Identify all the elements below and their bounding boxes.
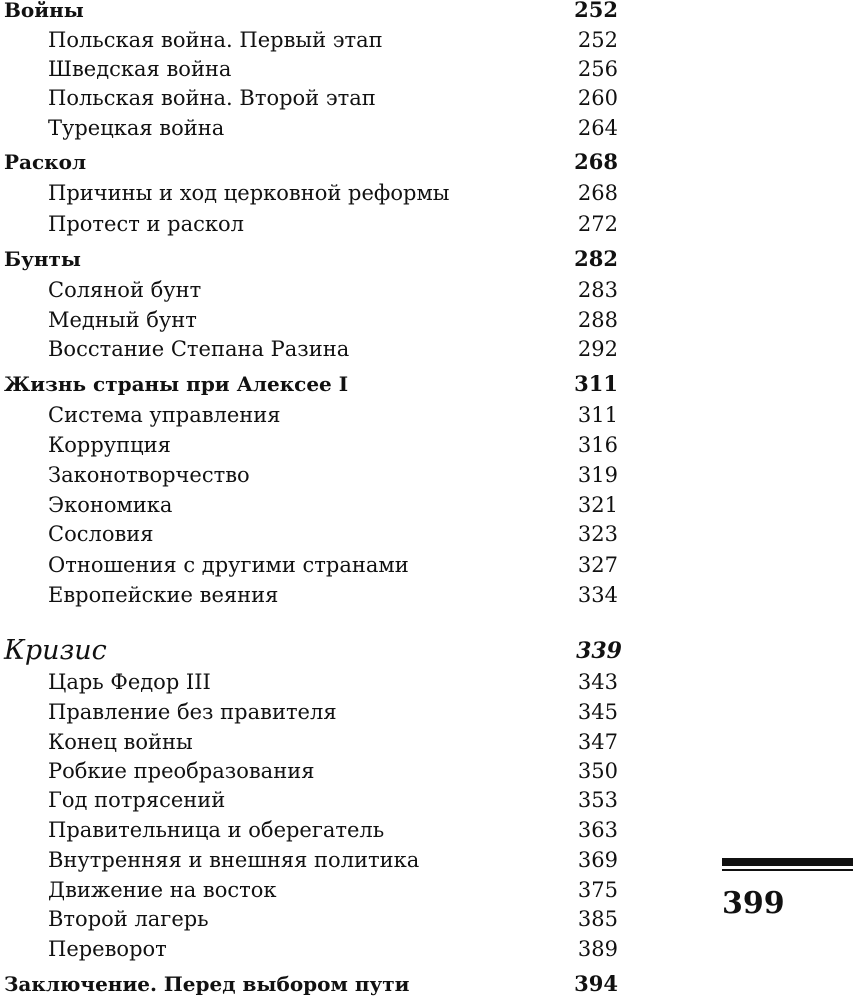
toc-entry-sub [0, 846, 625, 874]
toc-entry-page: 363 [577, 818, 618, 842]
toc-entry-page: 323 [577, 522, 618, 546]
toc-entry-sub [0, 581, 625, 609]
toc-entry-page: 350 [577, 759, 618, 783]
toc-entry-title: Внутренняя и внешняя политика [48, 848, 420, 872]
toc-entry-sub [0, 179, 625, 207]
toc-entry-page: 327 [577, 553, 618, 577]
toc-entry-title: Польская война. Второй этап [48, 86, 376, 110]
toc-entry-page: 347 [577, 730, 618, 754]
toc-entry-title: Конец войны [48, 730, 193, 754]
toc-entry-sub [0, 461, 625, 489]
toc-entry-title: Правление без правителя [48, 700, 337, 724]
toc-entry-sub [0, 698, 625, 726]
toc-entry-section [0, 370, 625, 398]
toc-entry-page: 264 [577, 116, 618, 140]
toc-entry-sub [0, 55, 625, 83]
toc-entry-page: 282 [574, 246, 618, 271]
toc-entry-title: Правительница и оберегатель [48, 818, 385, 842]
toc-entry-section [0, 0, 625, 24]
toc-entry-page: 256 [577, 57, 618, 81]
toc-entry-sub [0, 84, 625, 112]
toc-entry-title: Система управления [48, 403, 281, 427]
toc-entry-page: 394 [574, 971, 618, 996]
toc-entry-page: 268 [574, 149, 618, 174]
folio-rule [722, 858, 853, 872]
toc-entry-sub [0, 668, 625, 696]
toc-entry-sub [0, 876, 625, 904]
toc-entry-page: 345 [577, 700, 618, 724]
toc-entry-sub [0, 276, 625, 304]
toc-entry-page: 343 [577, 670, 618, 694]
toc-entry-title: Шведская война [48, 57, 232, 81]
toc-entry-title: Причины и ход церковной реформы [48, 181, 450, 205]
toc-entry-sub [0, 26, 625, 54]
toc-entry-title: Царь Федор III [48, 670, 211, 694]
toc-entry-title: Войны [4, 0, 84, 22]
toc-entry-title: Отношения с другими странами [48, 553, 409, 577]
page-number: 399 [722, 886, 785, 921]
toc-entry-title: Раскол [4, 150, 87, 174]
folio-rule-thin [722, 869, 853, 871]
toc-entry-sub [0, 520, 625, 548]
toc-entry-page: 252 [577, 28, 618, 52]
toc-entry-title: Восстание Степана Разина [48, 337, 350, 361]
toc-entry-page: 389 [577, 937, 618, 961]
toc-entry-sub [0, 757, 625, 785]
toc-entry-sub [0, 306, 625, 334]
toc-entry-part [0, 634, 625, 668]
toc-entry-title: Заключение. Перед выбором пути [4, 972, 410, 996]
toc-entry-page: 288 [577, 308, 618, 332]
toc-entry-title: Кризис [4, 635, 107, 666]
toc-entry-sub [0, 114, 625, 142]
toc-entry-title: Переворот [48, 937, 167, 961]
toc-entry-title: Движение на восток [48, 878, 277, 902]
toc-entry-title: Турецкая война [48, 116, 225, 140]
toc-entry-section [0, 148, 625, 176]
toc-entry-sub [0, 935, 625, 963]
toc-entry-title: Протест и раскол [48, 212, 245, 236]
toc-entry-page: 311 [577, 403, 618, 427]
toc-entry-title: Сословия [48, 522, 154, 546]
toc-entry-title: Робкие преобразования [48, 759, 315, 783]
toc-entry-page: 385 [577, 907, 618, 931]
toc-entry-sub [0, 816, 625, 844]
toc-entry-page: 339 [576, 638, 622, 664]
toc-entry-title: Жизнь страны при Алексее I [4, 372, 349, 396]
toc-entry-title: Соляной бунт [48, 278, 202, 302]
toc-entry-title: Экономика [48, 493, 173, 517]
toc-entry-page: 292 [577, 337, 618, 361]
toc-entry-page: 272 [577, 212, 618, 236]
toc-entry-page: 260 [577, 86, 618, 110]
toc-entry-page: 369 [577, 848, 618, 872]
toc-entry-section [0, 970, 625, 998]
toc-entry-title: Законотворчество [48, 463, 250, 487]
toc-entry-page: 316 [577, 433, 618, 457]
toc-entry-title: Медный бунт [48, 308, 197, 332]
toc-entry-sub [0, 786, 625, 814]
toc-entry-sub [0, 491, 625, 519]
toc-entry-sub [0, 431, 625, 459]
toc-entry-page: 319 [577, 463, 618, 487]
toc-entry-sub [0, 401, 625, 429]
toc-entry-page: 283 [577, 278, 618, 302]
toc-entry-sub [0, 210, 625, 238]
toc-entry-title: Второй лагерь [48, 907, 209, 931]
toc-entry-title: Польская война. Первый этап [48, 28, 383, 52]
folio-rule-thick [722, 858, 853, 866]
toc-entry-page: 375 [577, 878, 618, 902]
toc-entry-title: Год потрясений [48, 788, 226, 812]
toc-entry-sub [0, 551, 625, 579]
toc-entry-page: 311 [574, 371, 618, 396]
toc-entry-sub [0, 728, 625, 756]
toc-entry-page: 353 [577, 788, 618, 812]
toc-entry-page: 321 [577, 493, 618, 517]
toc-entry-sub [0, 335, 625, 363]
toc-entry-page: 268 [577, 181, 618, 205]
toc-entry-title: Коррупция [48, 433, 171, 457]
toc-entry-section [0, 245, 625, 273]
toc-entry-title: Европейские веяния [48, 583, 279, 607]
toc-entry-title: Бунты [4, 247, 81, 271]
toc-entry-page: 252 [574, 0, 618, 22]
toc-entry-page: 334 [577, 583, 618, 607]
toc-entry-sub [0, 905, 625, 933]
